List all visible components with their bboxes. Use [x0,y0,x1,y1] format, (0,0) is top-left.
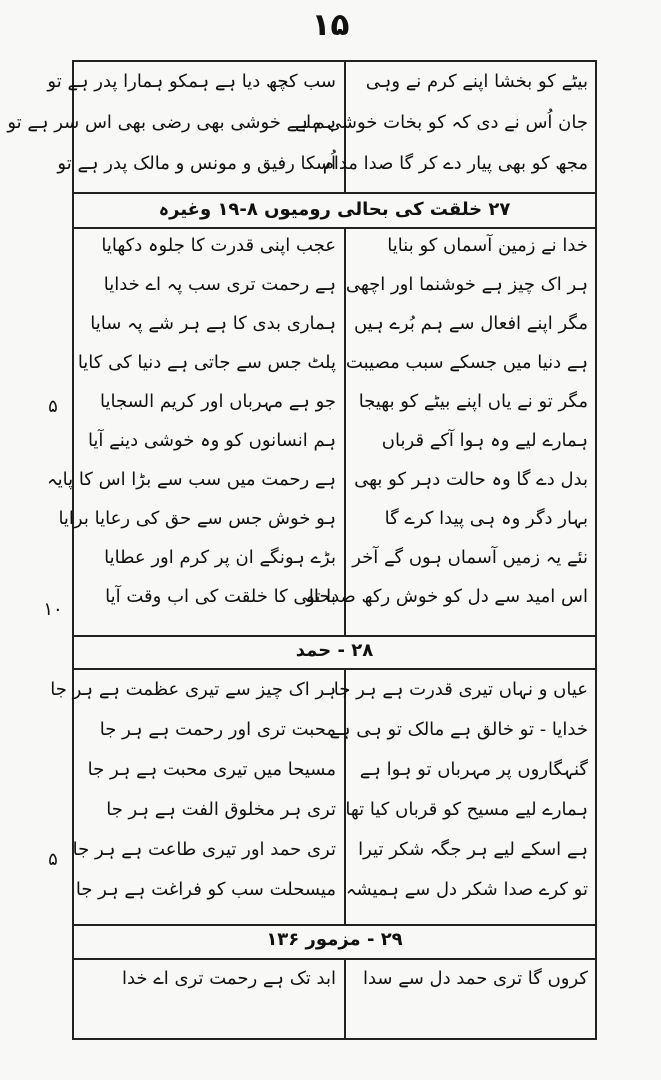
hymn-27-left-verse-line: ہم انسانوں کو وہ خوشی دینے آیا [87,430,336,451]
section-1-right-column [295,71,588,195]
hymn-28-left-verse-line: محبت تری اور رحمت ہے ہر جا [99,719,336,740]
section-line-1-bottom [72,227,597,229]
hymn-27-right-verse-line: بہار دگر وہ ہی پیدا کرے گا [384,508,588,529]
hymn-27-right-verse-line: اس امید سے دل کو خوش رکھ صدا تو [306,586,588,607]
hymn-27-right-verse-line: ہے دنیا میں جسکے سبب مصیبت [345,352,588,373]
hymn-28-left-verse-line: میسحلت سب کو فراغت ہے ہر جا [75,879,336,900]
hymn-27-right-verse-line: بدل دے گا وہ حالت دہر کو بھی [354,469,588,490]
verse-number-5: ۵ [48,849,58,870]
hymn-27-left-verse-line: بحالی کا خلقت کی اب وقت آیا [105,586,336,607]
hymn-27-right-verse-line: نئے یہ زمیں آسماں ہوں گے آخر [352,547,588,568]
hymn-27-title: ۲۷ خلقت کی بحالی رومیوں ۸-۱۹ وغیرہ [158,199,511,220]
section-1-left-line: ہم ہے خوشی بھی رضی بھی اس سر ہے تو [7,112,336,133]
hymn-29-right-verse-line: کروں گا تری حمد دل سے سدا [362,968,588,989]
hymn-27-left-verse-line: ہو خوش جس سے حق کی رعایا برایا [58,508,336,529]
section-1-right-line: مجھ کو بھی پیار دے کر گا صدا مدام [322,153,588,174]
section-line-2-bottom [72,668,597,670]
section-4-left-column [82,969,336,990]
page-number: ۱۵ [311,7,350,43]
section-4-right-column [352,969,588,990]
section-line-3-top [72,924,597,926]
hymn-28-title: ۲۸ - حمد [295,640,374,661]
section-line-2-top [72,635,597,637]
hymn-28-right-verse-line: تو کرے صدا شکر دل سے ہمیشہ [345,879,588,900]
hymn-29-title: ۲۹ - مزمور ۱۳۶ [266,929,403,950]
section-3-right-column [329,679,588,920]
section-1-left-column [7,71,336,195]
hymn-27-right-verse-line: مگر تو نے یاں اپنے بیٹے کو بھیجا [358,391,588,412]
hymn-27-left-verse-line: عجب اپنی قدرت کا جلوہ دکھایا [101,235,336,256]
section-line-3-bottom [72,958,597,960]
section-3-left-column [50,679,336,920]
hymn-27-left-verse-line: جو ہے مہرباں اور کریم السجایا [100,391,336,412]
hymn-28-left-verse-line: ہر اک چیز سے تیری عظمت ہے ہر جا [50,679,336,700]
verse-number-10: ۱۰ [43,599,63,620]
hymn-27-right-verse-line: مگر اپنے افعال سے ہم بُرے ہیں [353,313,588,334]
hymn-27-left-verse-line: پلٹ جس سے جاتی ہے دنیا کی کایا [77,352,336,373]
hymn-27-left-verse-line: بڑے ہونگے ان پر کرم اور عطایا [104,547,336,568]
hymn-27-right-verse-line: ہر اک چیز ہے خوشنما اور اچھی [345,274,588,295]
hymn-27-right-verse-line: ہمارے لیے وہ ہوا آکے قرباں [381,430,588,451]
hymn-28-right-verse-line: گنہگاروں پر مہرباں تو ہوا ہے [359,759,588,780]
hymn-27-right-verse-line: خدا نے زمین آسماں کو بنایا [387,235,588,256]
section-1-left-line: اُسکا رفیق و مونس و مالک پدر ہے تو [57,153,336,174]
hymn-29-left-verse-line: ابد تک ہے رحمت تری اے خدا [121,968,336,989]
hymn-27-left-verse-line: ہماری بدی کا ہے ہر شے پہ سایا [90,313,336,334]
hymn-28-left-verse-line: تری حمد اور تیری طاعت ہے ہر جا [72,839,336,860]
hymn-28-right-verse-line: ہمارے لیے مسیح کو قرباں کیا تھا [345,799,588,820]
section-1-right-line: بیٹے کو بخشا اپنے کرم نے وہی [365,71,588,92]
hymn-28-right-verse-line: ہے اسکے لیے ہر جگہ شکر تیرا [358,839,588,860]
hymn-28-left-verse-line: تری ہر مخلوق الفت ہے ہر جا [106,799,336,820]
section-2-right-column [306,235,588,626]
hymn-28-right-verse-line: عیاں و نہاں تیری قدرت ہے ہر جا [333,679,588,700]
hymn-28-right-verse-line: خدایا - تو خالق ہے مالک تو ہی ہے [329,719,588,740]
section-1-right-line: جان اُس نے دی کہ کو بخات خوشی ملے [295,112,588,133]
section-1-left-line: سب کچھ دیا ہے ہمکو ہمارا پدر ہے تو [47,71,336,92]
hymn-27-left-verse-line: ہے رحمت میں سب سے بڑا اس کا پایہ [47,469,336,490]
hymn-28-left-verse-line: مسیحا میں تیری محبت ہے ہر جا [87,759,336,780]
hymn-27-left-verse-line: ہے رحمت تری سب پہ اے خدایا [103,274,336,295]
verse-number-5: ۵ [48,396,58,417]
column-divider-bottom [344,958,346,1040]
